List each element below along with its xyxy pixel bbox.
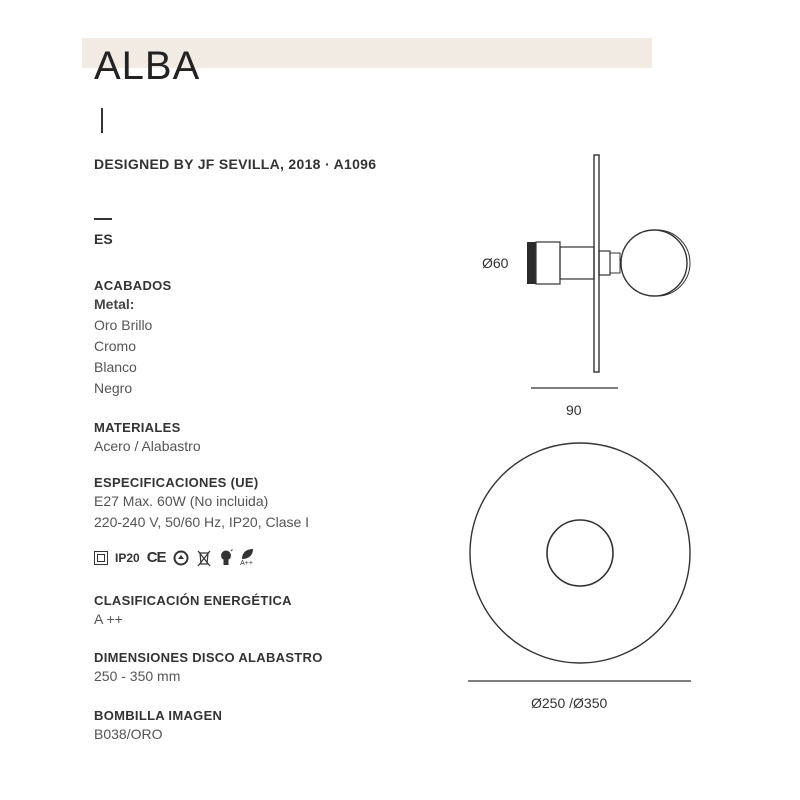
finish-item: Cromo bbox=[94, 338, 137, 354]
materiales-value: Acero / Alabastro bbox=[94, 438, 201, 454]
product-title: ALBA bbox=[94, 44, 201, 88]
acabados-subtitle: Metal: bbox=[94, 296, 135, 312]
depth-label: 90 bbox=[566, 402, 582, 418]
dimensiones-value: 250 - 350 mm bbox=[94, 668, 181, 684]
front-view-drawing bbox=[468, 443, 691, 681]
designer-text: DESIGNED BY JF SEVILLA, 2018 · bbox=[94, 156, 334, 172]
finish-item: Oro Brillo bbox=[94, 317, 153, 333]
clasificacion-value: A ++ bbox=[94, 611, 123, 627]
ip20-label: IP20 bbox=[115, 550, 140, 565]
lamp-holder bbox=[560, 247, 594, 279]
bulb-globe bbox=[621, 230, 687, 296]
materiales-title: MATERIALES bbox=[94, 420, 181, 435]
bulb-outline-front bbox=[547, 520, 613, 586]
spec-line: 220-240 V, 50/60 Hz, IP20, Clase I bbox=[94, 514, 310, 530]
side-view-drawing bbox=[527, 155, 690, 388]
especificaciones-title: ESPECIFICACIONES (UE) bbox=[94, 475, 259, 490]
dimensiones-title: DIMENSIONES DISCO ALABASTRO bbox=[94, 650, 323, 665]
product-code: A1096 bbox=[333, 156, 377, 172]
side-diameter-label: Ø60 bbox=[482, 255, 509, 271]
acabados-title: ACABADOS bbox=[94, 278, 172, 293]
spec-line: E27 Max. 60W (No incluida) bbox=[94, 493, 269, 509]
front-diameter-label: Ø250 /Ø350 bbox=[531, 695, 608, 711]
alabaster-disc-outline bbox=[470, 443, 690, 663]
language-code: ES bbox=[94, 231, 113, 247]
energy-label-text: A++ bbox=[240, 560, 253, 567]
clasificacion-title: CLASIFICACIÓN ENERGÉTICA bbox=[94, 593, 292, 608]
bombilla-value: B038/ORO bbox=[94, 726, 163, 742]
socket bbox=[599, 251, 610, 275]
finish-item: Blanco bbox=[94, 359, 137, 375]
bulb-shading bbox=[657, 230, 690, 296]
wall-mount-body bbox=[536, 242, 560, 284]
finish-item: Negro bbox=[94, 380, 133, 396]
ce-mark-icon: CE bbox=[146, 549, 166, 566]
alabaster-disc-edge bbox=[594, 155, 599, 372]
bombilla-title: BOMBILLA IMAGEN bbox=[94, 708, 223, 723]
wall-mount-cap bbox=[527, 242, 536, 284]
bulb-neck bbox=[610, 253, 620, 273]
